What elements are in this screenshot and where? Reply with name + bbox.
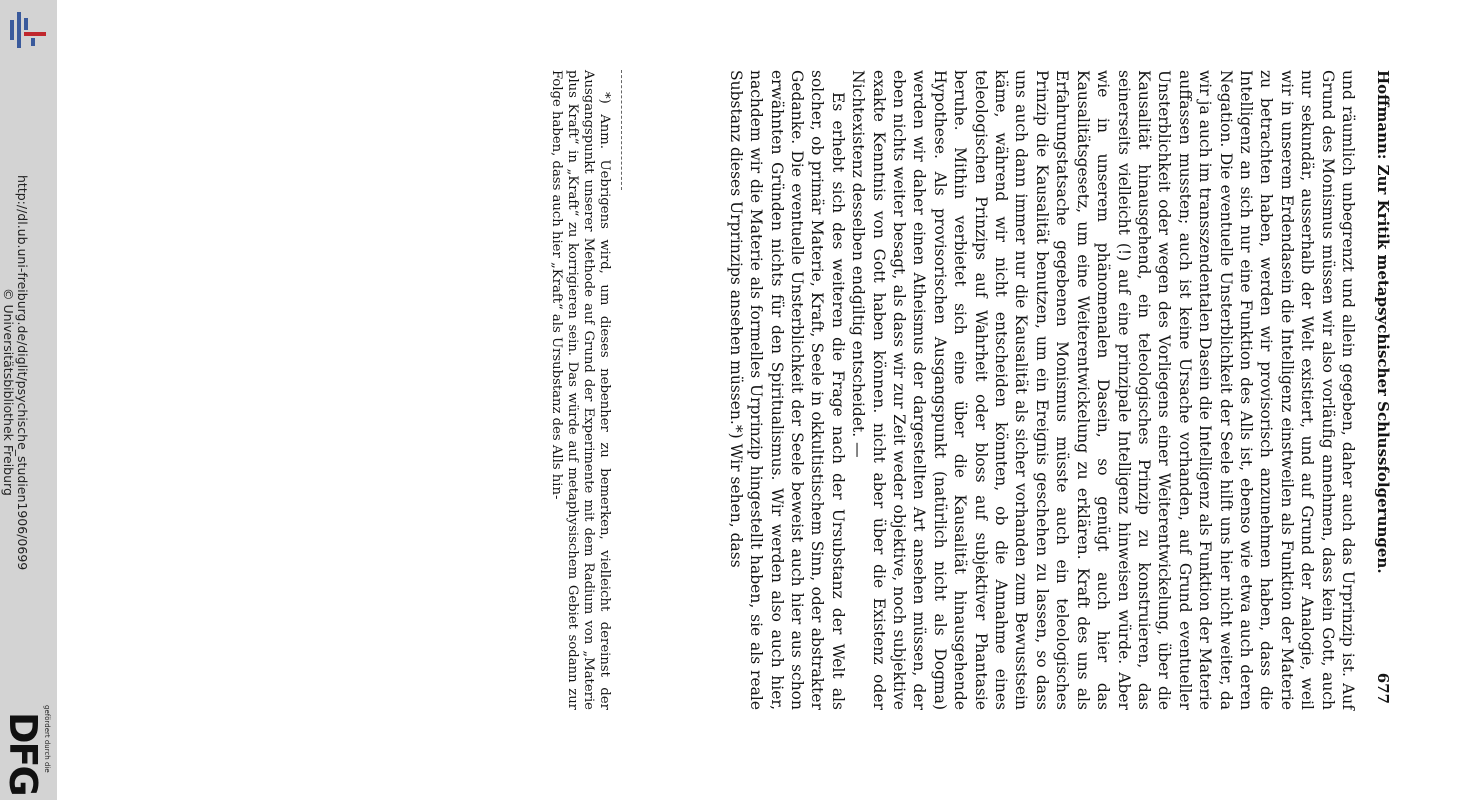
running-head bbox=[1370, 70, 1392, 710]
page-number: 677 bbox=[1374, 672, 1392, 704]
scanned-page bbox=[192, 70, 1392, 710]
footnote: *) Anm. Uebrigens wird, um dieses nebenher zu bemerken, vielleicht dereinst der Ausgangspunkt unserer Methode auf Grund der Experimente mit dem Radium von „Materie plus Kraft“ in „Kraft“ zu korrigieren sein. Das würde auf metaphysischem Gebiet sodann zur Folge haben, dass auch hier „Kraft“ als Ursubstanz des Alls hin- bbox=[549, 70, 612, 710]
page-title: Hoffmann: Zur Kritik metapsychischer Schlussfolgerungen. bbox=[1374, 70, 1392, 574]
dfg-logo-text: DFG bbox=[1, 712, 45, 795]
footnote-divider bbox=[621, 70, 622, 190]
funded-by-label: gefördert durch die bbox=[43, 705, 51, 773]
paragraph-2: Es erhebt sich des weiteren die Frage nach der Ursubstanz der Welt als solcher, ob primär Materie, Kraft, Seele in okkultistischem Sinn, oder abstrakter Gedanke. Die eventuelle Unsterblichkeit der Seele beweist auch hier aus schon erwähnten Gründen nichts für den Spiritualismus. Wir werden also auch hier, nachdem wir die Materie als formelles Urprinzip hingestellt haben, sie als reale Substanz dieses Urprinzips ansehen müssen.*) Wir sehen, dass bbox=[726, 70, 847, 710]
ub-freiburg-logo-icon bbox=[4, 8, 50, 52]
copyright-notice: © Universitätsbibliothek Freiburg bbox=[1, 288, 16, 496]
body-text bbox=[725, 70, 1358, 710]
paragraph-1: und räumlich unbegrenzt und allein gegeben, daher auch das Urprinzip ist. Auf Grund des Monismus müssen wir also vorläufig annehmen, dass kein Gott, auch nur sekundär, ausserhalb der Welt existiert, und auf Grund der Analogie, weil wir in unserem Erdendasein die Intelligenz einstweilen als Funktion der Materie zu betrachten haben, werden wir provisorisch anzunehmen haben, dass die Intelligenz an sich nur eine Funktion des Alls ist, ebenso wie etwa auch deren Negation. Die eventuelle Unsterblichkeit der Seele hilft uns hier nicht weiter, da wir ja auch im transszendentalen Dasein die Intelligenz als Funktion der Materie auffassen mussten; auch ist keine Ursache vorhanden, auf Grund eventueller Unsterblichkeit oder wegen des Vorliegens einer Weiterentwickelung, über die Kausalität hinausgehend, ein teleologisches Prinzip zu konstruieren, das seinerseits vielleicht (!) auf eine prinzipale Intelligenz hinweisen würde. Aber wie in unserem phänomenalen Dasein, so genügt auch hier das Kausalitätsgesetz, um eine Weiterentwickelung zu erklären. Kraft des uns als Erfahrungstatsache gegebenen Monismus müsste auch ein teleologisches Prinzip die Kausalität benutzen, um ein Ereignis geschehen zu lassen, so dass uns auch dann immer nur die Kausalität als sicher vorhanden zum Bewusstsein käme, während wir nicht entscheiden könnten, ob die Annahme eines teleologischen Prinzips auf Wahrheit oder bloss auf subjektiver Phantasie beruhe. Mithin verbietet sich eine über die Kausalität hinausgehende Hypothese. Als provisorischen Ausgangspunkt (natürlich nicht als Dogma) werden wir daher einen Atheismus der dargestellten Art ansehen müssen, der eben nichts weiter besagt, als dass wir zur Zeit weder objektive, noch subjektive exakte Kenntnis von Gott haben können. nicht aber über die Existenz oder Nichtexistenz desselben endgiltig entscheidet. — bbox=[849, 70, 1357, 710]
source-url[interactable]: http://dl.ub.uni-freiburg.de/diglit/psychische_studien1906/0699 bbox=[15, 175, 30, 571]
sidebar bbox=[0, 0, 57, 800]
